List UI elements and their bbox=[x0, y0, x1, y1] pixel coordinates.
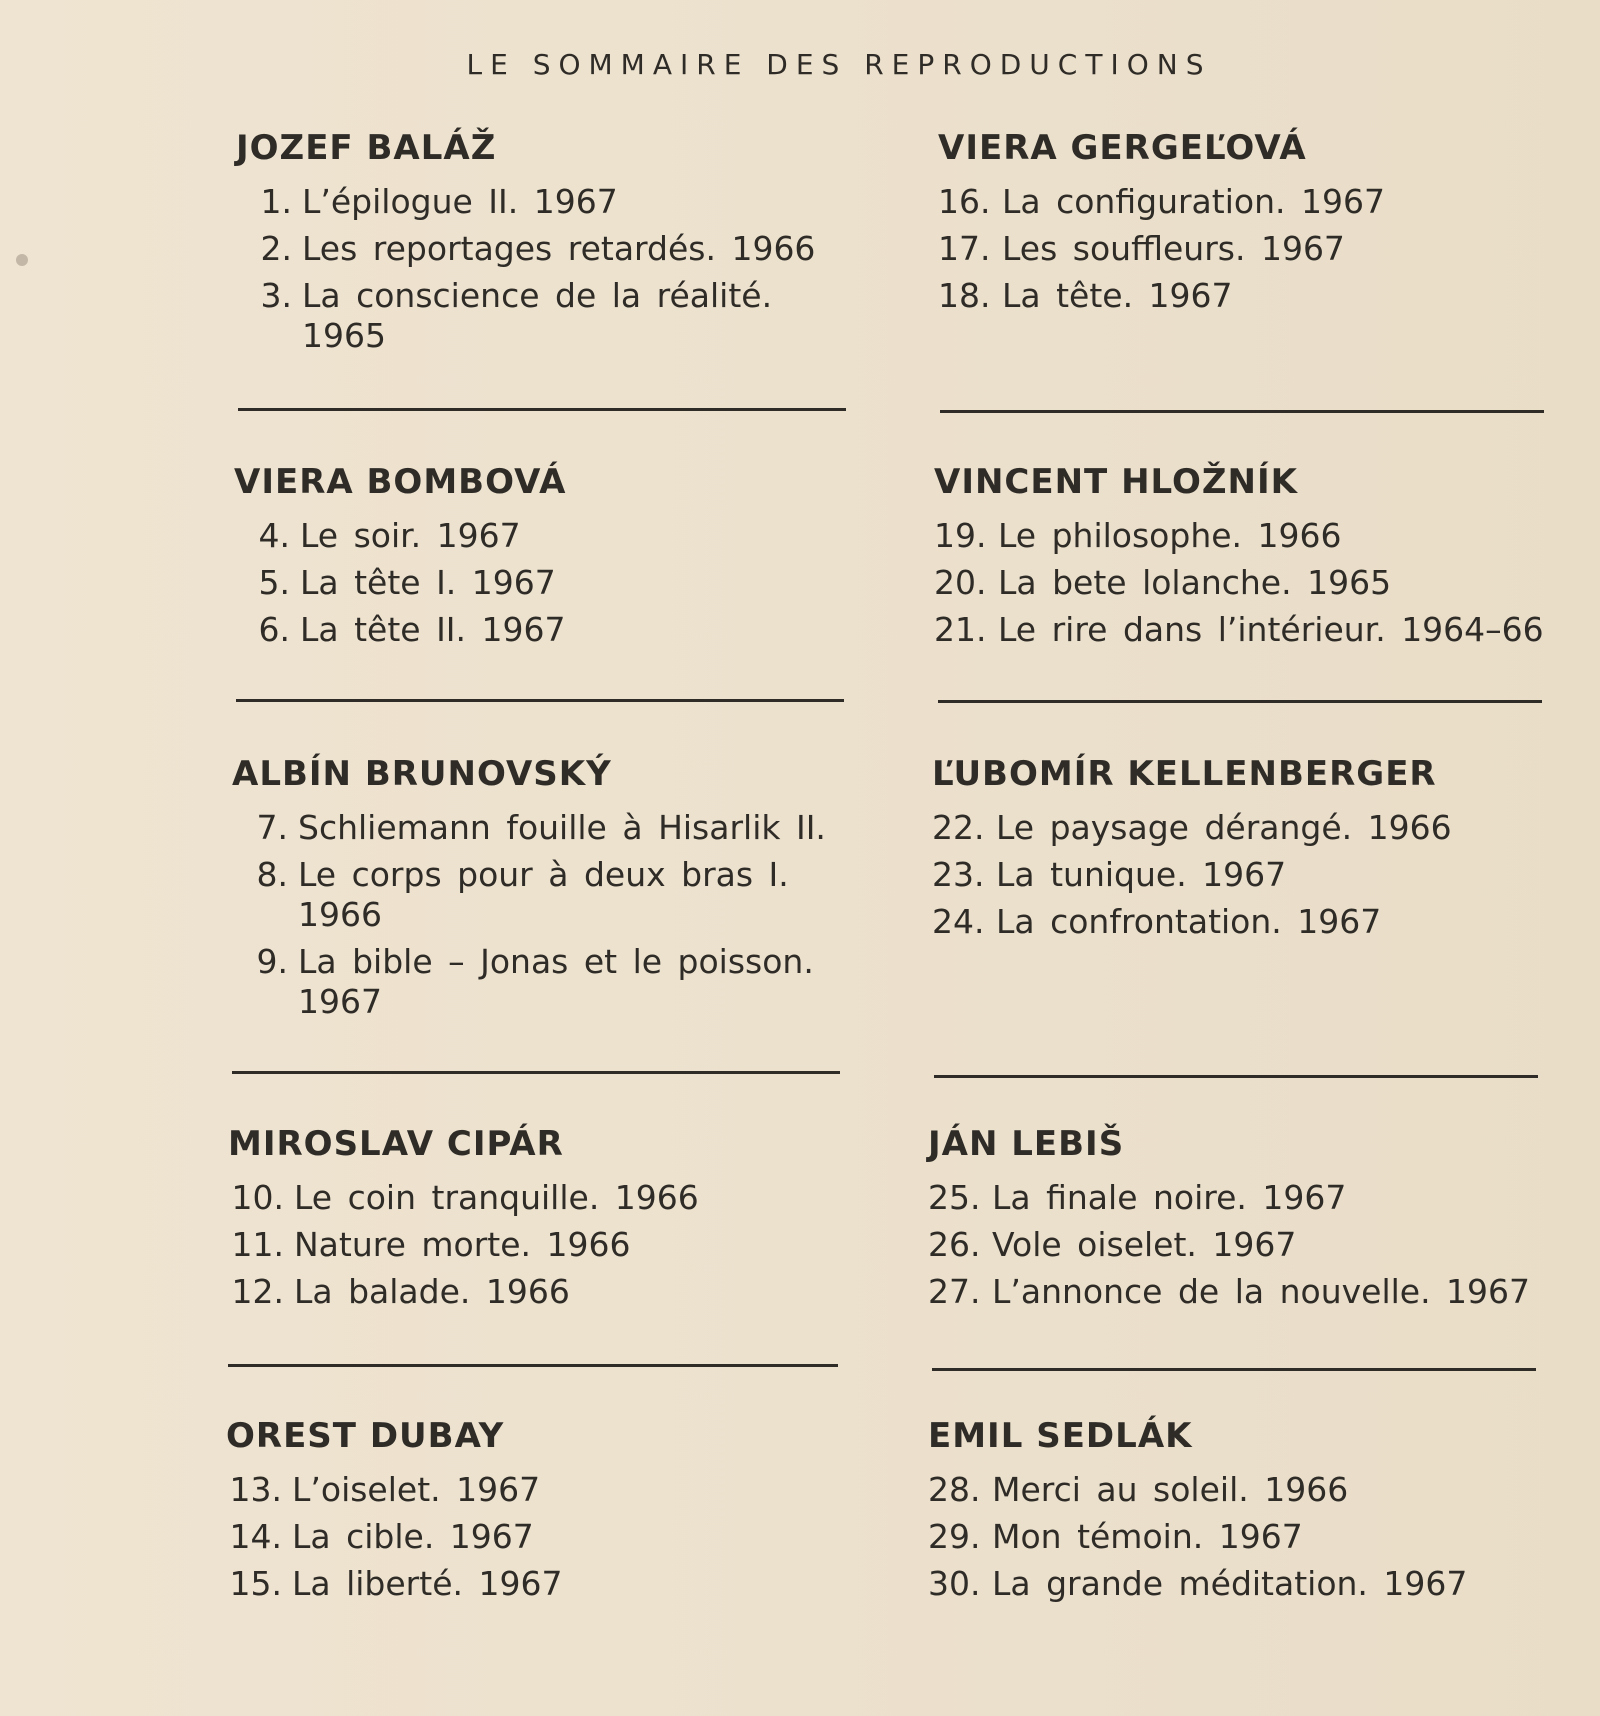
section-divider bbox=[232, 1071, 840, 1074]
work-title: La cible. 1967 bbox=[292, 1517, 534, 1556]
work-title: Schliemann fouille à Hisarlik II. bbox=[298, 808, 826, 847]
work-title: Nature morte. 1966 bbox=[294, 1225, 631, 1264]
page-title: LE SOMMAIRE DES REPRODUCTIONS bbox=[466, 48, 1212, 81]
work-title: La confrontation. 1967 bbox=[996, 902, 1382, 941]
artist-name: VINCENT HLOŽNÍK bbox=[934, 462, 1298, 502]
work-item bbox=[226, 1470, 846, 1510]
work-title: La tête I. 1967 bbox=[300, 563, 556, 602]
works-list bbox=[932, 808, 1572, 942]
work-number: 19. bbox=[934, 516, 987, 555]
work-number: 2. bbox=[260, 229, 292, 268]
work-number: 3. bbox=[260, 276, 292, 315]
section-divider bbox=[934, 1075, 1538, 1078]
section-divider bbox=[940, 410, 1544, 413]
work-title: L’oiselet. 1967 bbox=[292, 1470, 541, 1509]
work-title: Le corps pour à deux bras I. 1966 bbox=[298, 855, 789, 934]
work-item bbox=[236, 276, 836, 356]
work-title: La balade. 1966 bbox=[294, 1272, 570, 1311]
work-number: 14. bbox=[229, 1517, 282, 1556]
artist-name: EMIL SEDLÁK bbox=[928, 1416, 1193, 1456]
work-title: La tête II. 1967 bbox=[300, 610, 566, 649]
works-list bbox=[232, 808, 842, 1022]
work-item bbox=[932, 808, 1572, 848]
work-number: 11. bbox=[231, 1225, 284, 1264]
work-title: Le rire dans l’intérieur. 1964–66 bbox=[998, 610, 1544, 649]
work-number: 21. bbox=[934, 610, 987, 649]
artist-section bbox=[234, 456, 834, 657]
work-number: 27. bbox=[928, 1272, 981, 1311]
work-number: 4. bbox=[258, 516, 290, 555]
works-list bbox=[928, 1178, 1578, 1312]
work-item bbox=[934, 610, 1554, 650]
work-item bbox=[938, 229, 1558, 269]
work-item bbox=[928, 1517, 1568, 1557]
work-number: 6. bbox=[258, 610, 290, 649]
work-number: 12. bbox=[231, 1272, 284, 1311]
artist-section bbox=[938, 122, 1558, 323]
work-title: Les souffleurs. 1967 bbox=[1002, 229, 1345, 268]
artist-section bbox=[928, 1118, 1578, 1319]
work-item bbox=[932, 855, 1572, 895]
artist-name: VIERA GERGEĽOVÁ bbox=[938, 128, 1307, 168]
work-title: L’épilogue II. 1967 bbox=[302, 182, 618, 221]
work-title: La bible – Jonas et le poisson. 1967 bbox=[298, 942, 814, 1021]
artist-section bbox=[232, 748, 852, 1029]
artist-name: VIERA BOMBOVÁ bbox=[234, 462, 567, 502]
artist-section bbox=[932, 748, 1572, 949]
work-item bbox=[928, 1564, 1568, 1604]
work-title: Mon témoin. 1967 bbox=[992, 1517, 1303, 1556]
work-title: La tête. 1967 bbox=[1002, 276, 1233, 315]
work-title: La finale noire. 1967 bbox=[992, 1178, 1347, 1217]
work-item bbox=[928, 1178, 1578, 1218]
work-title: Vole oiselet. 1967 bbox=[992, 1225, 1297, 1264]
work-title: Le soir. 1967 bbox=[300, 516, 521, 555]
section-divider bbox=[938, 700, 1542, 703]
work-item bbox=[236, 182, 836, 222]
works-list bbox=[234, 516, 834, 650]
work-title: La bete lolanche. 1965 bbox=[998, 563, 1392, 602]
artist-name: OREST DUBAY bbox=[226, 1416, 505, 1456]
work-item bbox=[934, 516, 1554, 556]
work-title: L’annonce de la nouvelle. 1967 bbox=[992, 1272, 1531, 1311]
section-divider bbox=[228, 1364, 838, 1367]
work-item bbox=[236, 229, 836, 269]
work-item bbox=[934, 563, 1554, 603]
artist-section bbox=[226, 1410, 846, 1611]
work-number: 17. bbox=[938, 229, 991, 268]
work-number: 22. bbox=[932, 808, 985, 847]
work-title: La liberté. 1967 bbox=[292, 1564, 563, 1603]
work-item bbox=[928, 1272, 1578, 1312]
work-title: Le paysage dérangé. 1966 bbox=[996, 808, 1452, 847]
artist-name: JOZEF BALÁŽ bbox=[236, 128, 497, 168]
work-title: Les reportages retardés. 1966 bbox=[302, 229, 816, 268]
work-title: La conscience de la réalité. 1965 bbox=[302, 276, 773, 355]
work-number: 26. bbox=[928, 1225, 981, 1264]
works-list bbox=[226, 1470, 846, 1604]
work-number: 15. bbox=[229, 1564, 282, 1603]
works-list bbox=[928, 1470, 1568, 1604]
work-item bbox=[932, 902, 1572, 942]
work-item bbox=[938, 182, 1558, 222]
work-number: 1. bbox=[260, 182, 292, 221]
work-number: 7. bbox=[256, 808, 288, 847]
work-item bbox=[234, 563, 834, 603]
works-list bbox=[938, 182, 1558, 316]
work-item bbox=[928, 1225, 1578, 1265]
work-number: 5. bbox=[258, 563, 290, 602]
work-title: Le coin tranquille. 1966 bbox=[294, 1178, 699, 1217]
work-number: 28. bbox=[928, 1470, 981, 1509]
work-number: 8. bbox=[256, 855, 288, 894]
artist-section bbox=[934, 456, 1554, 657]
work-item bbox=[234, 516, 834, 556]
work-item bbox=[232, 808, 842, 848]
work-number: 29. bbox=[928, 1517, 981, 1556]
work-item bbox=[938, 276, 1558, 316]
work-item bbox=[228, 1178, 848, 1218]
paper-spot bbox=[16, 254, 28, 266]
work-number: 13. bbox=[229, 1470, 282, 1509]
work-item bbox=[228, 1272, 848, 1312]
works-list bbox=[228, 1178, 848, 1312]
work-item bbox=[232, 855, 842, 935]
artist-name: MIROSLAV CIPÁR bbox=[228, 1124, 564, 1164]
artist-name: ĽUBOMÍR KELLENBERGER bbox=[932, 754, 1437, 794]
artist-section bbox=[228, 1118, 848, 1319]
work-item bbox=[226, 1517, 846, 1557]
work-number: 30. bbox=[928, 1564, 981, 1603]
artist-name: ALBÍN BRUNOVSKÝ bbox=[232, 754, 612, 794]
section-divider bbox=[932, 1368, 1536, 1371]
work-number: 25. bbox=[928, 1178, 981, 1217]
work-number: 24. bbox=[932, 902, 985, 941]
works-list bbox=[934, 516, 1554, 650]
work-item bbox=[928, 1470, 1568, 1510]
work-item bbox=[232, 942, 842, 1022]
work-number: 18. bbox=[938, 276, 991, 315]
work-number: 10. bbox=[231, 1178, 284, 1217]
work-number: 20. bbox=[934, 563, 987, 602]
section-divider bbox=[238, 408, 846, 411]
work-title: La grande méditation. 1967 bbox=[992, 1564, 1468, 1603]
work-item bbox=[226, 1564, 846, 1604]
work-number: 16. bbox=[938, 182, 991, 221]
artist-section bbox=[928, 1410, 1568, 1611]
work-title: Le philosophe. 1966 bbox=[998, 516, 1342, 555]
work-title: Merci au soleil. 1966 bbox=[992, 1470, 1349, 1509]
artist-section bbox=[236, 122, 836, 363]
work-item bbox=[228, 1225, 848, 1265]
works-list bbox=[236, 182, 836, 356]
work-number: 9. bbox=[256, 942, 288, 981]
work-number: 23. bbox=[932, 855, 985, 894]
section-divider bbox=[236, 699, 844, 702]
artist-name: JÁN LEBIŠ bbox=[928, 1124, 1125, 1164]
work-title: La configuration. 1967 bbox=[1002, 182, 1385, 221]
work-title: La tunique. 1967 bbox=[996, 855, 1287, 894]
work-item bbox=[234, 610, 834, 650]
